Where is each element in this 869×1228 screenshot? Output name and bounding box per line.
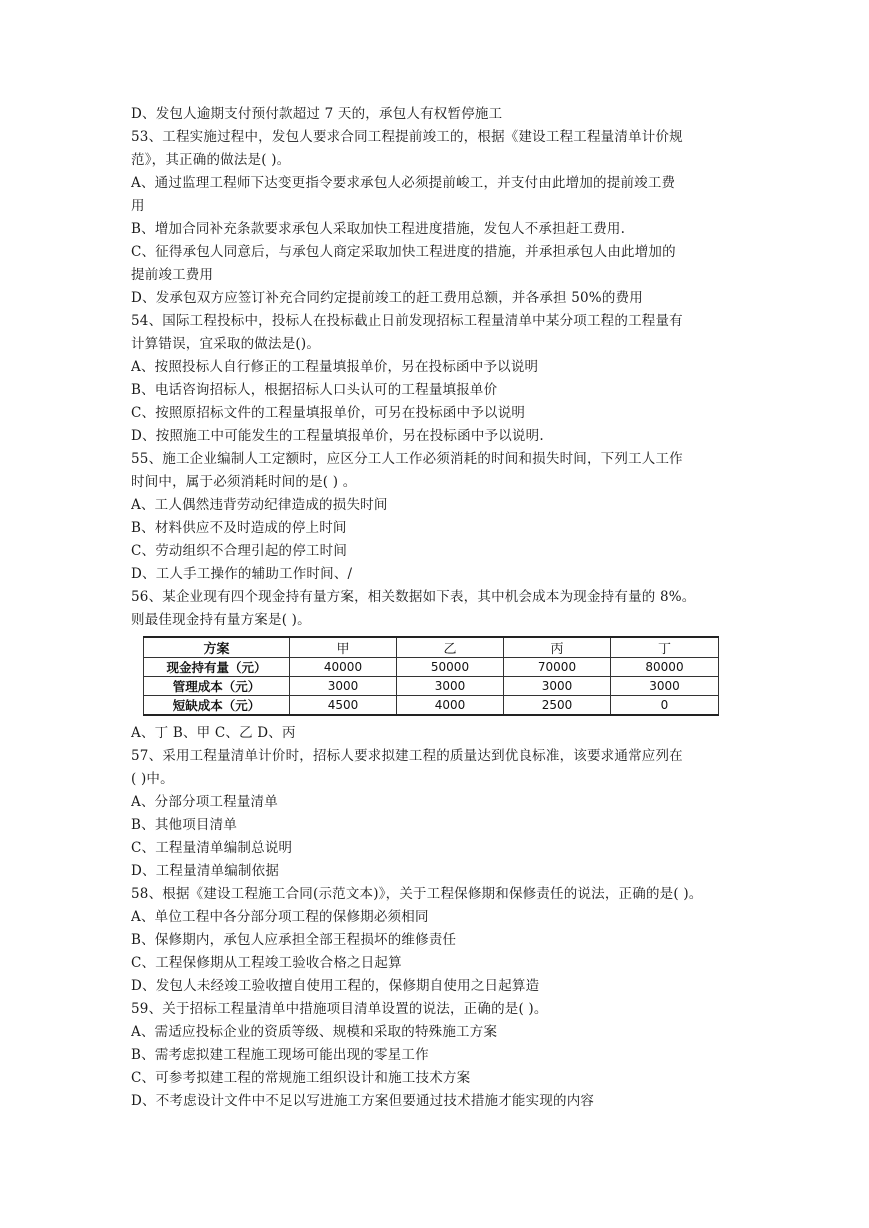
text-line: A、单位工程中各分部分项工程的保修期必须相同 [131, 909, 429, 925]
text-line: 范》，其正确的做法是( )。 [131, 152, 291, 168]
table-cell: 4000 [397, 696, 504, 716]
text-line: D、发包人逾期支付预付款超过 7 天的，承包人有权暂停施工 [131, 106, 503, 122]
text-line: A、通过监理工程师下达变更指令要求承包人必须提前峻工，并支付由此增加的提前竣工费 [131, 175, 676, 191]
table-row-header: 短缺成本（元） [144, 696, 290, 716]
table-cell: 3000 [504, 677, 611, 696]
text-line: B、需考虑拟建工程施工现场可能出现的零星工作 [131, 1047, 429, 1063]
table-row-header: 现金持有量（元） [144, 658, 290, 677]
text-line: B、增加合同补充条款要求承包人采取加快工程进度措施，发包人不承担赶工费用. [131, 221, 626, 237]
table-header-cell: 乙 [397, 637, 504, 658]
table-cell: 0 [611, 696, 719, 716]
text-line: A、分部分项工程量清单 [131, 794, 278, 810]
text-line: C、工程保修期从工程竣工验收合格之日起算 [131, 955, 402, 971]
text-line: 59、关于招标工程量清单中措施项目清单设置的说法，正确的是( )。 [131, 1001, 548, 1017]
text-line: C、可参考拟建工程的常规施工组织设计和施工技术方案 [131, 1070, 471, 1086]
table-row [144, 677, 719, 696]
text-line: D、按照施工中可能发生的工程量填报单价，另在投标函中予以说明. [131, 428, 544, 444]
text-block-bottom [131, 722, 743, 1113]
text-line: D、发承包双方应签订补充合同约定提前竣工的赶工费用总额，并各承担 50%的费用 [131, 290, 643, 306]
table-header-row [144, 637, 719, 658]
table-cell: 3000 [290, 677, 397, 696]
text-block-top [131, 103, 743, 632]
text-line: B、材料供应不及时造成的停上时间 [131, 520, 347, 536]
text-line: C、按照原招标文件的工程量填报单价，可另在投标函中予以说明 [131, 405, 526, 421]
text-line: C、征得承包人同意后，与承包人商定采取加快工程进度的措施，并承担承包人由此增加的 [131, 244, 676, 260]
text-line: 54、国际工程投标中，投标人在投标截止日前发现招标工程量清单中某分项工程的工程量有 [131, 313, 683, 329]
table-cell: 40000 [290, 658, 397, 677]
text-line: B、保修期内，承包人应承担全部王程损坏的维修责任 [131, 932, 457, 948]
text-line: B、其他项目清单 [131, 817, 238, 833]
table-cell: 3000 [611, 677, 719, 696]
text-line: 56、某企业现有四个现金持有量方案，相关数据如下表，其中机会成本为现金持有量的 8%。 [131, 589, 696, 605]
text-line: A、工人偶然违背劳动纪律造成的损失时间 [131, 497, 388, 513]
table-row [144, 658, 719, 677]
text-line: 计算错误，宜采取的做法是()。 [131, 336, 321, 352]
text-line: 时间中，属于必须消耗时间的是( ) 。 [131, 474, 357, 490]
text-line: 用 [131, 198, 145, 214]
cash-holding-table [143, 636, 719, 716]
text-line: D、工人手工操作的辅助工作时间、/ [131, 566, 353, 582]
table-cell: 2500 [504, 696, 611, 716]
text-line: A、丁 B、甲 C、乙 D、丙 [131, 725, 296, 741]
text-line: 53、工程实施过程中，发包人要求合同工程提前竣工的，根据《建设工程工程量清单计价规 [131, 129, 683, 145]
text-line: D、发包人未经竣工验收擅自使用工程的，保修期自使用之日起算造 [131, 978, 540, 994]
text-line: A、按照投标人自行修正的工程量填报单价，另在投标函中予以说明 [131, 359, 539, 375]
text-line: C、工程量清单编制总说明 [131, 840, 293, 856]
text-line: ( )中。 [131, 771, 174, 787]
table-cell: 50000 [397, 658, 504, 677]
table-cell: 4500 [290, 696, 397, 716]
text-line: B、电话咨询招标人，根据招标人口头认可的工程量填报单价 [131, 382, 498, 398]
table-header-cell: 甲 [290, 637, 397, 658]
text-line: C、劳动组织不合理引起的停工时间 [131, 543, 348, 559]
text-line: 58、根据《建设工程施工合同(示范文本)》，关于工程保修期和保修责任的说法，正确的是( )。 [131, 886, 703, 902]
table-header-cell: 方案 [144, 637, 290, 658]
table-cell: 80000 [611, 658, 719, 677]
table-header-cell: 丁 [611, 637, 719, 658]
text-line: 55、施工企业编制人工定额时，应区分工人工作必须消耗的时间和损失时间，下列工人工作 [131, 451, 683, 467]
text-line: D、工程量清单编制依据 [131, 863, 280, 879]
text-line: 则最佳现金持有量方案是( )。 [131, 612, 311, 628]
document-content [131, 103, 743, 1113]
text-line: D、不考虑设计文件中不足以写进施工方案但要通过技术措施才能实现的内容 [131, 1093, 595, 1109]
table-cell: 70000 [504, 658, 611, 677]
table-cell: 3000 [397, 677, 504, 696]
text-line: A、需适应投标企业的资质等级、规模和采取的特殊施工方案 [131, 1024, 498, 1040]
table-header-cell: 丙 [504, 637, 611, 658]
text-line: 提前竣工费用 [131, 267, 214, 283]
table-row-header: 管理成本（元） [144, 677, 290, 696]
text-line: 57、采用工程量清单计价时，招标人要求拟建工程的质量达到优良标准，该要求通常应列在 [131, 748, 683, 764]
table-row [144, 696, 719, 716]
cash-table-wrap [143, 636, 718, 716]
